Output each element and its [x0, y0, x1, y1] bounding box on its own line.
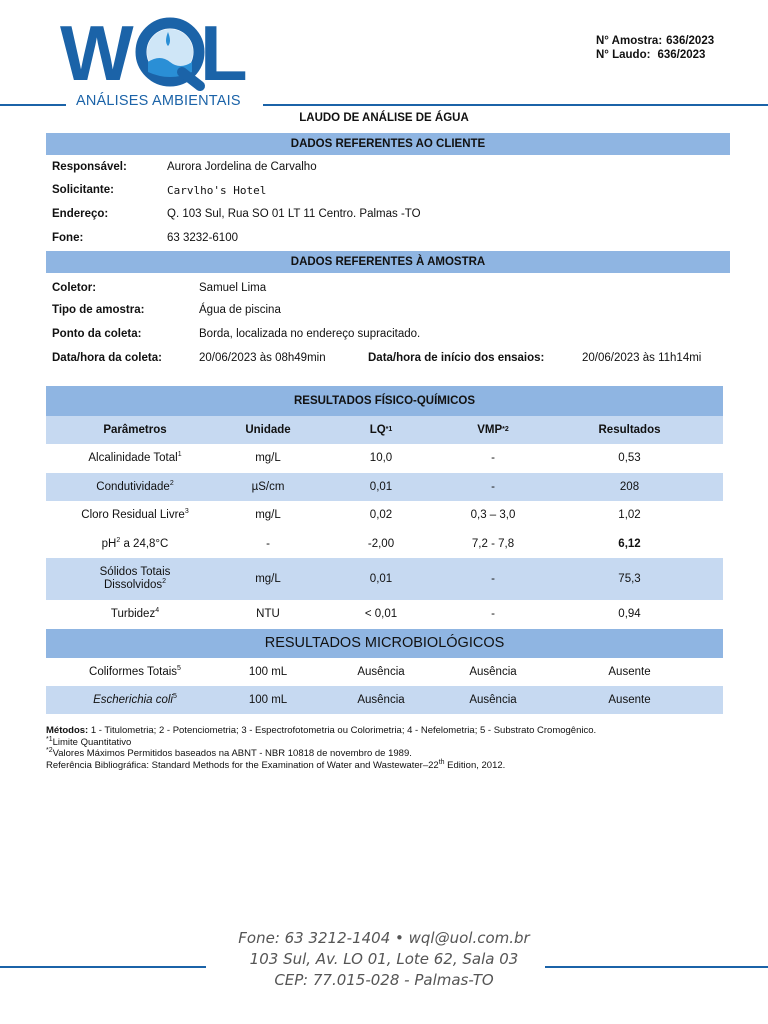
svg-text:W: W: [60, 10, 128, 95]
report-number-label: N° Laudo:: [596, 49, 651, 61]
method-sup: 2: [116, 536, 121, 544]
responsavel-value: Aurora Jordelina de Carvalho: [167, 161, 317, 173]
lq-cell: Ausência: [357, 665, 405, 678]
lq-cell: 0,02: [369, 509, 393, 521]
lq-note: [46, 737, 596, 749]
result-cell: Ausente: [608, 665, 651, 678]
endereco-value: Q. 103 Sul, Rua SO 01 LT 11 Centro. Palmas -TO: [167, 208, 421, 220]
table-row: [46, 530, 723, 558]
method-sup: 1: [177, 451, 182, 459]
vmp-cell: 7,2 - 7,8: [471, 537, 515, 550]
client-section-header: DADOS REFERENTES AO CLIENTE: [46, 133, 730, 155]
reference-text: Referência Bibliográfica: Standard Methods for the Examination of Water and Wastewater–22: [46, 759, 439, 771]
param-cell: [46, 600, 224, 628]
data-coleta-label: Data/hora da coleta:: [52, 352, 162, 364]
lq-cell: 0,01: [369, 572, 393, 585]
svg-text:L: L: [200, 10, 248, 95]
unit-cell: mg/L: [255, 509, 281, 521]
param-name: Escherichia coli: [93, 693, 173, 706]
lq-text: LQ: [369, 423, 386, 436]
table-row: [46, 501, 723, 530]
param-cell: [46, 473, 224, 501]
footer-phone-email: Fone: 63 3212-1404 • wql@uol.com.br: [238, 929, 530, 947]
data-ensaio-label: Data/hora de início dos ensaios:: [368, 352, 545, 364]
coletor-label: Coletor:: [52, 282, 97, 294]
methods-text: 1 - Titulometria; 2 - Potenciometria; 3 - Espectrofotometria ou Colorimetria; 4 - Nefelometria; 5 - Substrato Cromogênico.: [88, 725, 597, 736]
physico-chemical-table: [46, 386, 723, 630]
vmp-note-sup: *2: [46, 746, 53, 754]
sample-info: [596, 34, 714, 62]
param-cell: [46, 558, 224, 600]
param-cell: [46, 530, 224, 558]
param-name-line1: Sólidos Totais: [99, 566, 171, 578]
lq-note-sup: *1: [46, 735, 53, 743]
tipo-value: Água de piscina: [199, 304, 281, 316]
result-cell: Ausente: [608, 693, 651, 706]
param-name: pH: [101, 537, 117, 550]
method-sup: 3: [184, 508, 189, 516]
reference-sup: th: [438, 758, 445, 766]
table-row: [46, 658, 723, 686]
method-sup: 2: [162, 578, 167, 586]
vmp-cell: -: [491, 607, 495, 620]
company-logo: [60, 10, 260, 110]
logo-subtitle: ANÁLISES AMBIENTAIS: [76, 93, 241, 109]
vmp-cell: 0,3 – 3,0: [470, 509, 516, 521]
reference-note: [46, 760, 596, 772]
vmp-note: [46, 748, 596, 760]
solicitante-value: Carvlho's Hotel: [167, 184, 267, 197]
microbiological-section-header: RESULTADOS MICROBIOLÓGICOS: [46, 629, 723, 658]
table-row: [46, 558, 723, 600]
footer-address: 103 Sul, Av. LO 01, Lote 62, Sala 03: [249, 950, 519, 968]
methods-notes: [46, 725, 596, 771]
table-row: [46, 600, 723, 628]
vmp-cell: -: [491, 572, 495, 585]
table-row: [46, 444, 723, 473]
solicitante-label: Solicitante:: [52, 184, 114, 196]
coletor-value: Samuel Lima: [199, 282, 267, 294]
unit-cell: 100 mL: [248, 665, 288, 678]
data-ensaio-value: 20/06/2023 às 11h14mi: [582, 352, 702, 364]
param-name-suffix: a 24,8°C: [120, 537, 169, 550]
col-header-unidade: Unidade: [245, 423, 291, 436]
fone-label: Fone:: [52, 232, 84, 244]
param-cell: [46, 686, 224, 714]
physico-chemical-header: RESULTADOS FÍSICO-QUÍMICOS: [46, 386, 723, 416]
sample-number-value: 636/2023: [666, 35, 715, 47]
result-cell: 1,02: [618, 509, 641, 521]
result-cell: 0,53: [618, 452, 641, 464]
tipo-label: Tipo de amostra:: [52, 304, 145, 316]
header-rule-right: [263, 104, 768, 106]
vmp-note-text: Valores Máximos Permitidos baseados na ABNT - NBR 10818 de novembro de 1989.: [52, 748, 412, 759]
methods-line: [46, 725, 596, 737]
param-name-line2: Dissolvidos: [103, 579, 163, 591]
responsavel-label: Responsável:: [52, 161, 127, 173]
unit-cell: 100 mL: [248, 693, 288, 706]
lq-cell: 0,01: [369, 480, 393, 493]
lq-note-text: Limite Quantitativo: [52, 736, 132, 748]
param-cell: [46, 444, 224, 473]
result-cell: 6,12: [618, 537, 641, 550]
param-name: Condutividade: [96, 480, 170, 493]
reference-text-end: Edition, 2012.: [444, 759, 506, 771]
microbiological-table: [46, 658, 723, 714]
vmp-text: VMP: [477, 423, 503, 436]
footer-rule-right: [545, 966, 768, 968]
vmp-cell: -: [491, 480, 495, 493]
footer-contact: [0, 928, 768, 991]
param-cell: [46, 658, 224, 686]
endereco-label: Endereço:: [52, 208, 109, 220]
unit-cell: -: [266, 537, 270, 550]
table-row: [46, 686, 723, 714]
header-rule-left: [0, 104, 66, 106]
vmp-cell: -: [491, 452, 495, 464]
col-header-lq: LQ *1: [369, 423, 393, 436]
lq-cell: -2,00: [367, 537, 395, 550]
param-name: Cloro Residual Livre: [81, 509, 185, 521]
lq-cell: Ausência: [357, 693, 405, 706]
wql-logo-mark: [60, 10, 260, 95]
footer-cep: CEP: 77.015-028 - Palmas-TO: [274, 971, 494, 989]
unit-cell: mg/L: [255, 452, 281, 464]
method-sup: 2: [169, 479, 174, 487]
methods-label: Métodos:: [46, 725, 89, 736]
param-name: Coliformes Totais: [89, 665, 178, 678]
method-sup: 5: [177, 664, 181, 672]
unit-cell: mg/L: [255, 572, 281, 585]
data-coleta-value: 20/06/2023 às 08h49min: [199, 352, 326, 364]
result-cell: 208: [619, 480, 640, 493]
col-header-parametros: Parâmetros: [103, 423, 167, 436]
ponto-value: Borda, localizada no endereço supracitado.: [199, 328, 421, 340]
unit-cell: µS/cm: [251, 480, 285, 493]
vmp-cell: Ausência: [469, 665, 517, 678]
result-cell: 75,3: [618, 572, 641, 585]
lq-cell: 10,0: [369, 452, 393, 464]
lq-cell: < 0,01: [364, 607, 398, 620]
sample-section-header: DADOS REFERENTES À AMOSTRA: [46, 251, 730, 273]
document-title: LAUDO DE ANÁLISE DE ÁGUA: [299, 112, 469, 124]
method-sup: 5: [173, 692, 177, 700]
col-header-vmp: VMP *2: [477, 423, 509, 436]
sample-number-label: N° Amostra:: [596, 35, 663, 47]
unit-cell: NTU: [256, 607, 280, 620]
footer-rule-left: [0, 966, 206, 968]
param-name: Turbidez: [110, 607, 156, 620]
param-cell: [46, 501, 224, 530]
report-number-value: 636/2023: [657, 49, 706, 61]
table-column-headers: [46, 416, 723, 444]
result-cell: 0,94: [618, 607, 641, 620]
method-sup: 4: [155, 606, 160, 614]
table-row: [46, 473, 723, 501]
vmp-cell: Ausência: [469, 693, 517, 706]
fone-value: 63 3232-6100: [167, 232, 238, 244]
param-name: Alcalinidade Total: [88, 452, 178, 464]
ponto-label: Ponto da coleta:: [52, 328, 142, 340]
col-header-resultados: Resultados: [598, 423, 661, 436]
